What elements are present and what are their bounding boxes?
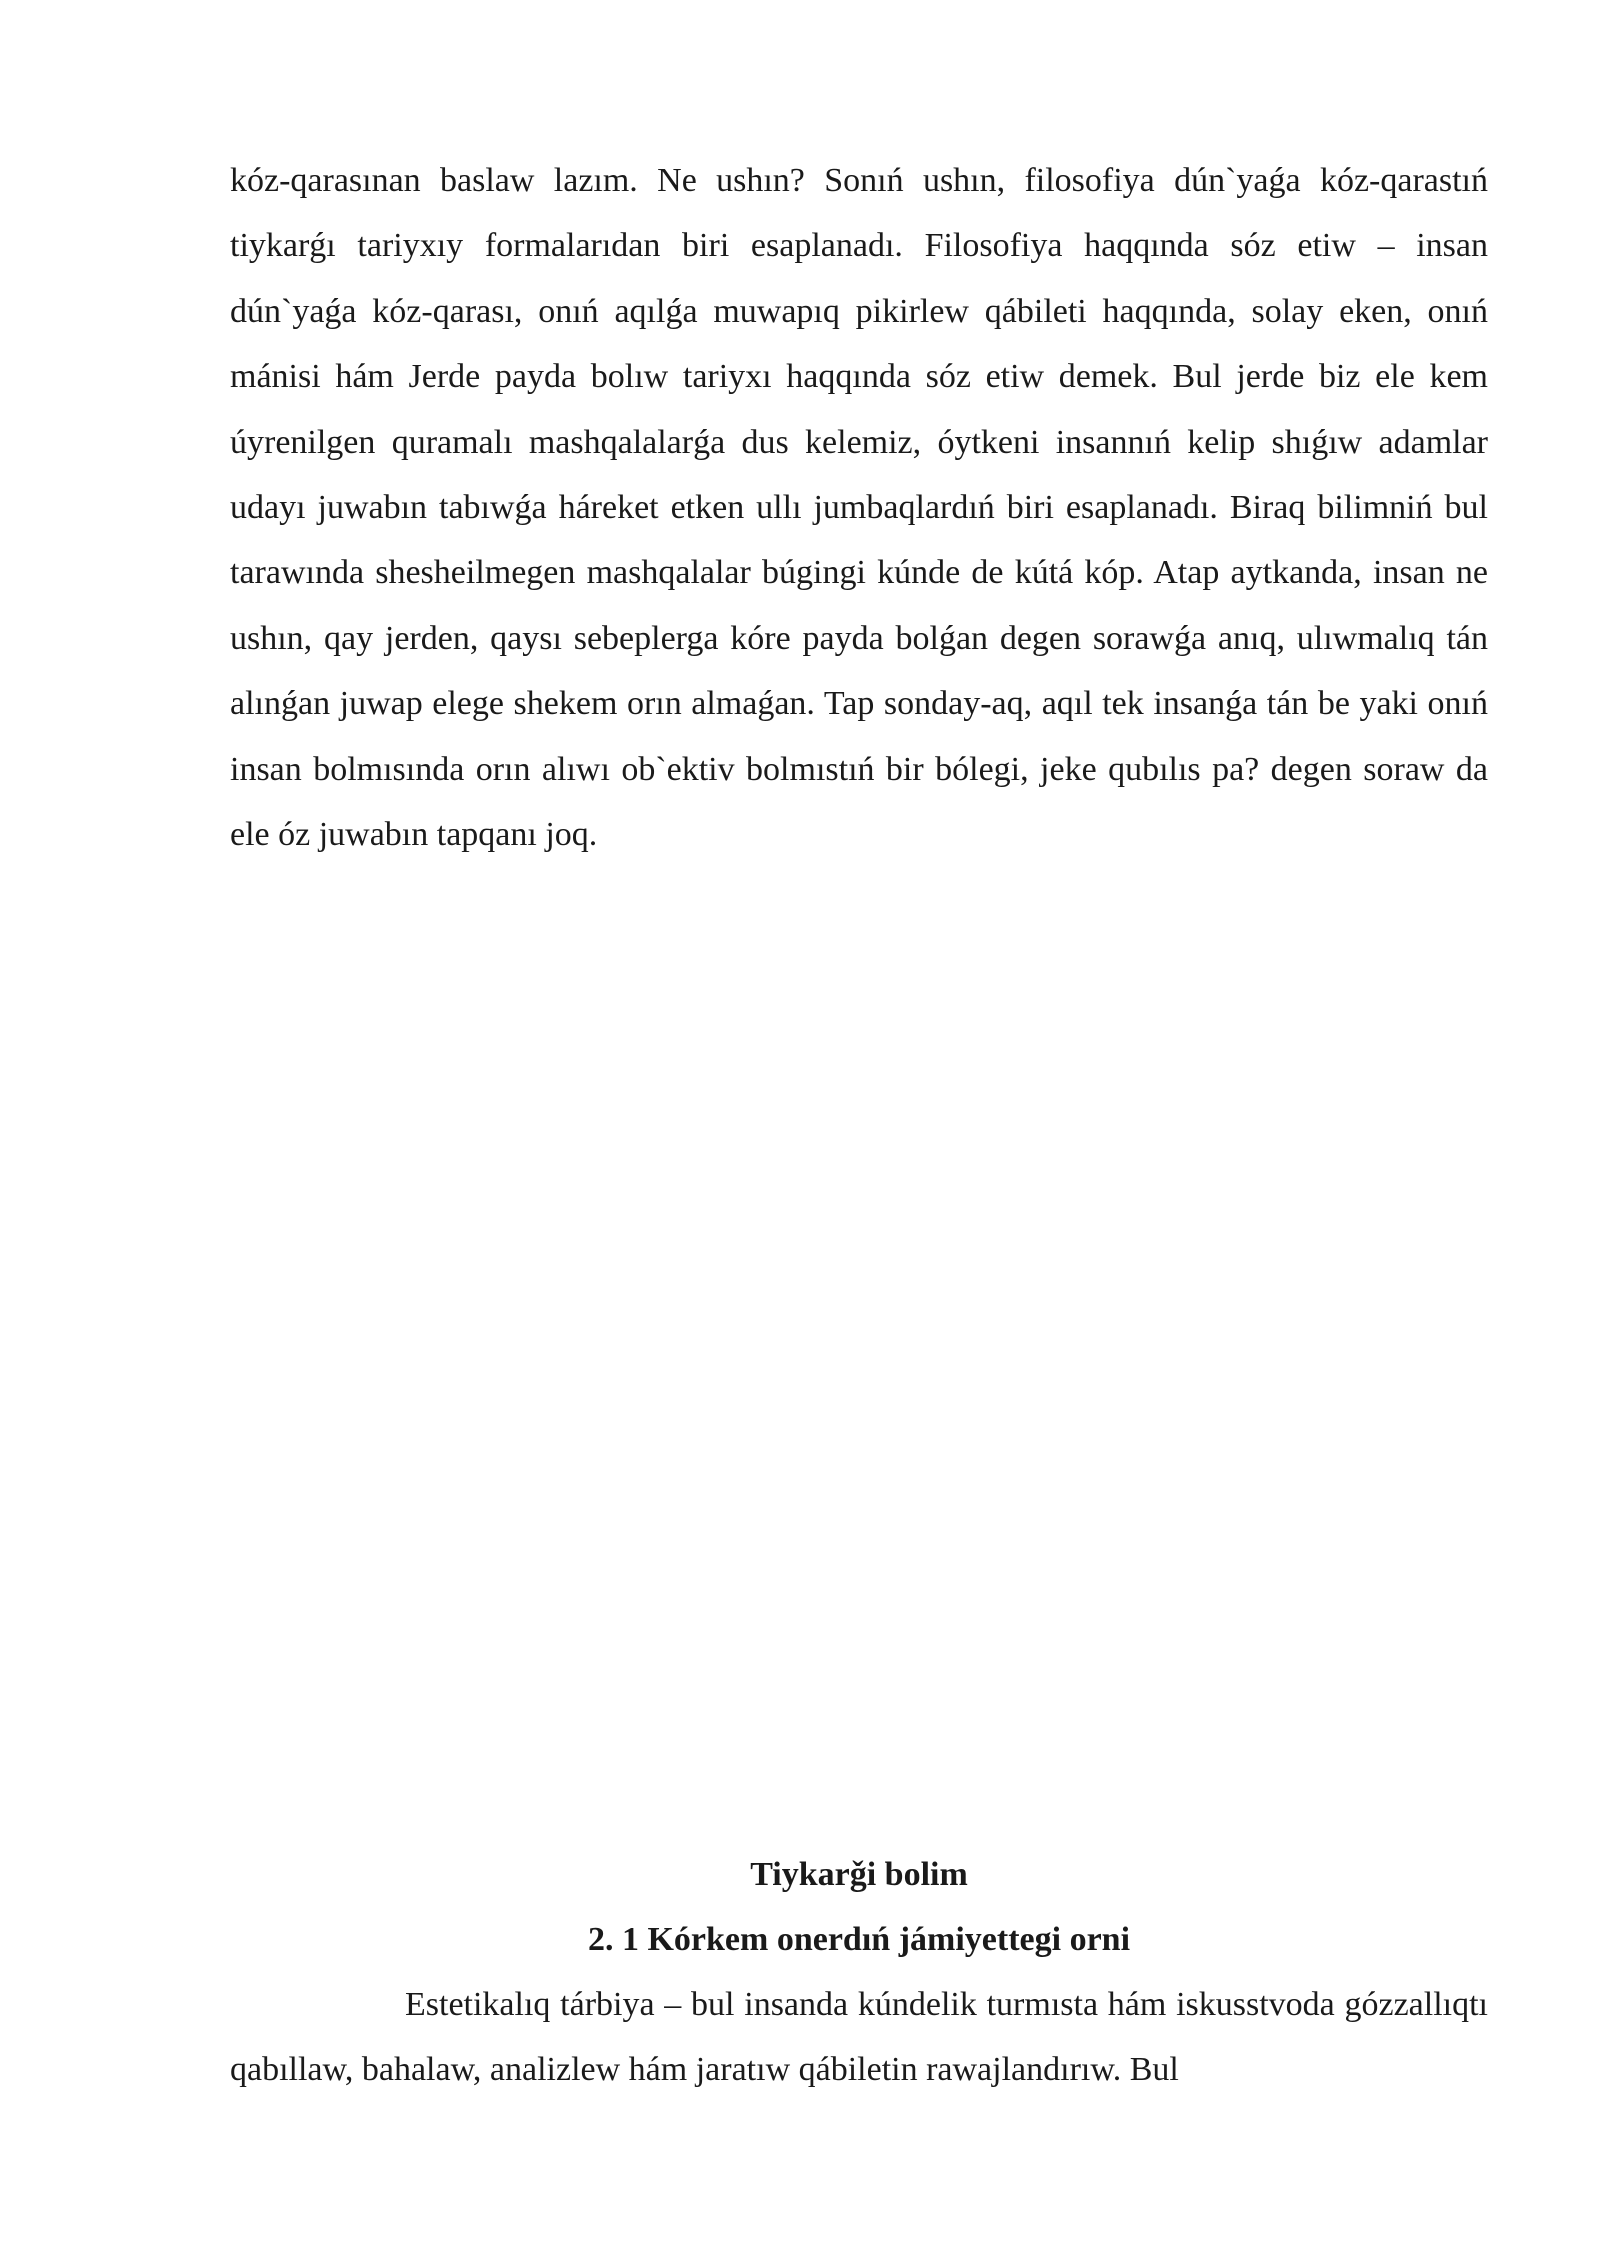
section-heading: Tiykarǧi bolim <box>750 1856 968 1893</box>
body-paragraph-continued: Estetikalıq tárbiya – bul insanda kúndelik turmısta hám iskusstvoda gózzallıqtı qabıllaw, bahalaw, analizlew hám jaratıw qábiletin rawajlandırıw. Bul <box>230 1986 1488 2089</box>
body-paragraph: kóz-qarasınan baslaw lazım. Ne ushın? Sonıń ushın, filosofiya dún`yaǵa kóz-qarastıń tiykarǵı tariyxıy formalarıdan biri esaplanadı. Filosofiya haqqında sóz etiw – insan dún`yaǵa kóz-qarası, onıń aqılǵa muwapıq pikirlew qábileti haqqında, solay eken, onıń mánisi hám Jerde payda bolıw tariyxı haqqında sóz etiw demek. Bul jerde biz ele kem úyrenilgen quramalı mashqalalarǵa dus kelemiz, óytkeni insannıń kelip shıǵıw adamlar udayı juwabın tabıwǵa háreket etken ullı jumbaqlardıń biri esaplanadı. Biraq bilimniń bul tarawında shesheilmegen mashqalalar búgingi kúnde de kútá kóp. Atap aytkanda, insan ne ushın, qay jerden, qaysı sebeplerga kóre payda bolǵan degen sorawǵa anıq, ulıwmalıq tán alınǵan juwap elege shekem orın almaǵan. Tap sonday-aq, aqıl tek insanǵa tán be yaki onıń insan bolmısında orın alıwı ob`ektiv bolmıstıń bir bólegi, jeke qubılıs pa? degen soraw da ele óz juwabın tapqanı joq. <box>230 162 1488 854</box>
subsection-heading: 2. 1 Kórkem onerdıń jámiyettegi orni <box>587 1921 1131 1958</box>
